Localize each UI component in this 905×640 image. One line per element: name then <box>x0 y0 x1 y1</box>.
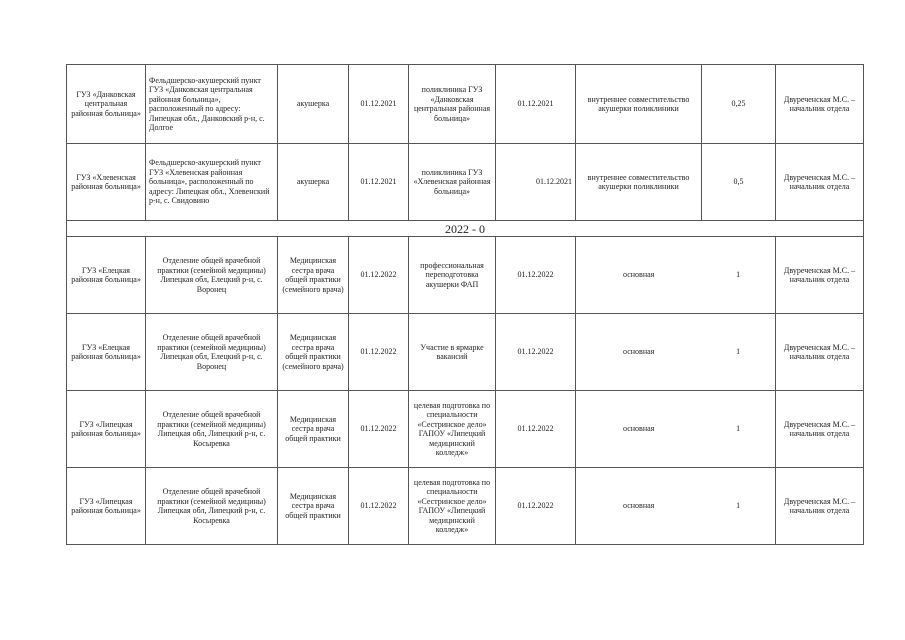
org-cell: ГУЗ «Данковская центральная районная больница» <box>67 65 146 144</box>
date2-cell: 01.12.2022 <box>496 314 576 391</box>
date-cell: 01.12.2022 <box>349 468 409 545</box>
reason-cell: целевая подготовка по специальности «Сестринское дело» ГАПОУ «Липецкий медицинский колледж» <box>409 391 496 468</box>
responsible-cell: Двуреченская М.С. – начальник отдела <box>776 65 864 144</box>
position-cell: Медицинская сестра врача общей практики (семейного врача) <box>278 237 349 314</box>
table-row <box>67 468 864 545</box>
org-cell: ГУЗ «Липецкая районная больница» <box>67 468 146 545</box>
vacancy-table <box>66 64 864 545</box>
date-cell: 01.12.2022 <box>349 391 409 468</box>
responsible-cell: Двуреченская М.С. – начальник отдела <box>776 237 864 314</box>
year-header: 2022 - 0 <box>67 221 864 237</box>
table-row <box>67 237 864 314</box>
org-cell: ГУЗ «Елецкая районная больница» <box>67 314 146 391</box>
org-cell: ГУЗ «Елецкая районная больница» <box>67 237 146 314</box>
reason-cell: профессиональная переподготовка акушерки ФАП <box>409 237 496 314</box>
table-row <box>67 65 864 144</box>
employment-cell: основная <box>623 424 655 434</box>
date2-cell: 01.12.2022 <box>496 468 576 545</box>
org-cell: ГУЗ «Хлевенская районная больница» <box>67 144 146 221</box>
date2-cell: 01.12.2021 <box>496 65 576 144</box>
rate-cell: 0,5 <box>702 144 776 221</box>
unit-cell: Отделение общей врачебной практики (семейной медицины) Липецкая обл, Липецкий р-н, с. Косыревка <box>146 391 278 468</box>
employment-cell: основная <box>623 501 655 511</box>
table-row <box>67 144 864 221</box>
employment-cell: основная <box>623 270 655 280</box>
table-row <box>67 314 864 391</box>
date-cell: 01.12.2021 <box>349 65 409 144</box>
rate-cell: 1 <box>736 424 741 434</box>
employment-rate-cell <box>576 468 776 545</box>
responsible-cell: Двуреченская М.С. – начальник отдела <box>776 391 864 468</box>
responsible-cell: Двуреченская М.С. – начальник отдела <box>776 314 864 391</box>
date2-cell: 01.12.2022 <box>496 391 576 468</box>
date2-cell: 01.12.2022 <box>496 237 576 314</box>
employment-cell: внутреннее совместительство акушерки поликлиники <box>576 65 702 144</box>
reason-cell: Участие в ярмарке вакансий <box>409 314 496 391</box>
org-cell: ГУЗ «Липецкая районная больница» <box>67 391 146 468</box>
reason-cell: поликлиника ГУЗ «Данковская центральная районная больница» <box>409 65 496 144</box>
position-cell: акушерка <box>278 65 349 144</box>
employment-cell: внутреннее совместительство акушерки поликлиники <box>576 144 702 221</box>
reason-cell: поликлиника ГУЗ «Хлевенская районная больница» <box>409 144 496 221</box>
employment-rate-cell <box>576 391 776 468</box>
date-cell: 01.12.2022 <box>349 314 409 391</box>
year-row <box>67 221 864 237</box>
date2-cell: 01.12.2021 <box>496 144 576 221</box>
responsible-cell: Двуреченская М.С. – начальник отдела <box>776 144 864 221</box>
rate-cell: 1 <box>736 270 741 280</box>
unit-cell: Отделение общей врачебной практики (семейной медицины) Липецкая обл, Елецкий р-н, с. Воронец <box>146 314 278 391</box>
position-cell: Медицинская сестра врача общей практики <box>278 468 349 545</box>
unit-cell: Отделение общей врачебной практики (семейной медицины) Липецкая обл, Липецкий р-н, с. Косыревка <box>146 468 278 545</box>
position-cell: акушерка <box>278 144 349 221</box>
responsible-cell: Двуреченская М.С. – начальник отдела <box>776 468 864 545</box>
unit-cell: Фельдшерско-акушерский пункт ГУЗ «Данковская центральная районная больница», расположенный по адресу: Липецкая обл., Данковский р-н, с. Долгое <box>146 65 278 144</box>
employment-cell: основная <box>623 347 655 357</box>
rate-cell: 0,25 <box>702 65 776 144</box>
employment-rate-cell <box>576 314 776 391</box>
table-row <box>67 391 864 468</box>
position-cell: Медицинская сестра врача общей практики <box>278 391 349 468</box>
unit-cell: Фельдшерско-акушерский пункт ГУЗ «Хлевенская районная больница», расположенный по адресу: Липецкая обл., Хлевенский р-н, с. Свидовино <box>146 144 278 221</box>
rate-cell: 1 <box>736 347 741 357</box>
reason-cell: целевая подготовка по специальности «Сестринское дело» ГАПОУ «Липецкий медицинский колледж» <box>409 468 496 545</box>
rate-cell: 1 <box>736 501 741 511</box>
unit-cell: Отделение общей врачебной практики (семейной медицины) Липецкая обл, Елецкий р-н, с. Воронец <box>146 237 278 314</box>
position-cell: Медицинская сестра врача общей практики (семейного врача) <box>278 314 349 391</box>
date-cell: 01.12.2022 <box>349 237 409 314</box>
employment-rate-cell <box>576 237 776 314</box>
date-cell: 01.12.2021 <box>349 144 409 221</box>
